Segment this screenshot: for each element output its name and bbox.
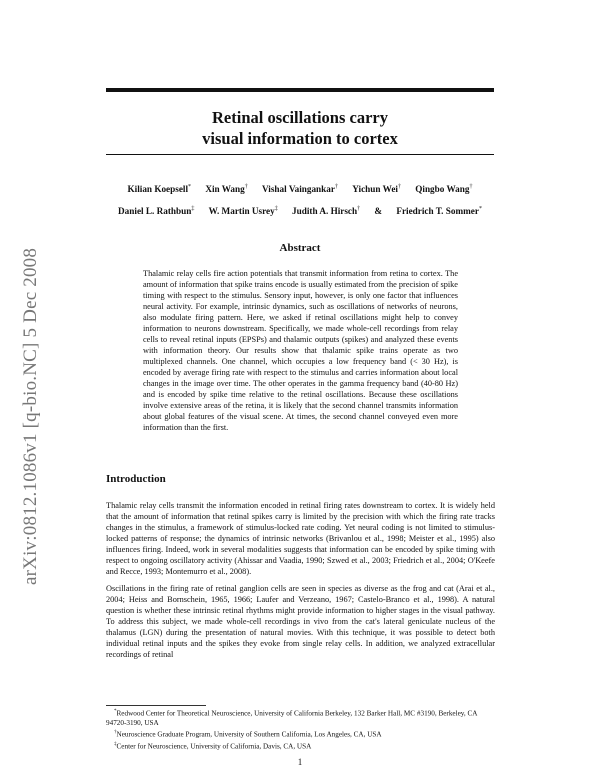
author: Friedrich T. Sommer* xyxy=(396,206,482,217)
paragraph: Oscillations in the firing rate of retinal ganglion cells are seen in species as diverse as the frog and cat (Arai et al., 2004; Heiss and Bornschein, 1965, 1966; Laufer and Verzeano, 1967; Castelo-Branco et al., 1998). A natural question is whether these intrinsic retinal rhythms might provide information to higher stages in the visual pathway. To address this subject, we made whole-cell recordings in vivo from the cat's lateral geniculate nucleus of the thalamus (LGN) during the presentation of natural movies. With this technique, it was possible to detect both individual retinal inputs and the spikes they evoke from single relay cells. In addition, we analyzed extracellular recordings of retinal xyxy=(106,584,495,659)
footnote: ‡Center for Neuroscience, University of California, Davis, CA, USA xyxy=(114,742,312,751)
title-line-2: visual information to cortex xyxy=(202,129,398,148)
title-top-rule xyxy=(106,88,494,92)
author-row-1 xyxy=(100,184,500,194)
footnote: †Neuroscience Graduate Program, University of Southern California, Los Angeles, CA, USA xyxy=(114,730,382,739)
author: W. Martin Usrey‡ xyxy=(208,206,278,217)
paper-title xyxy=(106,107,494,149)
introduction-heading: Introduction xyxy=(106,473,166,485)
author: Kilian Koepsell* xyxy=(127,184,192,195)
paragraph: Thalamic relay cells transmit the information encoded in retinal firing rates downstream to cortex. It is widely held that the amount of information that retinal spikes carry is limited by the precision with which the firing rate tracks changes in the stimulus, a framework of stimulus-locked rate coding. Yet neural coding is not limited to stimulus-locked patterns of response; the dynamics of intrinsic networks (Brivanlou et al., 1998; Meister et al., 1995) also influences firing. Indeed, work in several modalities suggests that information can be encoded by spike timing with respect to ongoing oscillatory activity (Ahissar and Vaadia, 1990; Szwed et al., 2003; Friedrich et al., 2004; O'Keefe and Recce, 1993; Montemurro et al., 2008). xyxy=(106,501,495,576)
author: Vishal Vaingankar† xyxy=(262,184,338,195)
arxiv-identifier: arXiv:0812.1086v1 [q-bio.NC] 5 Dec 2008 xyxy=(20,247,41,585)
author: Xin Wang† xyxy=(205,184,248,195)
title-bottom-rule xyxy=(106,154,494,155)
footnote: *Redwood Center for Theoretical Neuroscience, University of California Berkeley, 132 Barker Hall, MC #3190, Berkeley, CA 94720-3190, USA xyxy=(106,709,478,727)
footnote-rule xyxy=(106,705,206,706)
footnotes xyxy=(106,707,495,752)
author-ampersand: & xyxy=(374,206,383,217)
abstract-body: Thalamic relay cells fire action potentials that transmit information from retina to cortex. The amount of information that spike trains encode is usually estimated from the precision of spike timing with respect to the stimulus. Sensory input, however, is only one factor that influences neural activity. For example, intrinsic dynamics, such as oscillations of networks of neurons, also modulate firing pattern. Here, we asked if retinal oscillations might help to convey information to neurons downstream. Specifically, we made whole-cell recordings from relay cells to reveal retinal inputs (EPSPs) and thalamic outputs (spikes) and analyzed these events with information theory. Our results show that thalamic spike trains operate as two multiplexed channels. One channel, which occupies a low frequency band (< 30 Hz), is encoded by average firing rate with respect to the stimulus and carries information about local changes in the image over time. The other operates in the gamma frequency band (40-80 Hz) and is encoded by spike time relative to the retinal oscillations. Because these oscillations involve extensive areas of the retina, it is likely that the second channel transmits information about global features of the visual scene. At times, the second channel conveyed even more information than the first. xyxy=(143,269,458,432)
author: Daniel L. Rathbun‡ xyxy=(118,206,195,217)
author-row-2 xyxy=(100,206,500,216)
author: Yichun Wei† xyxy=(352,184,401,195)
page-number: 1 xyxy=(297,757,303,767)
title-line-1: Retinal oscillations carry xyxy=(212,108,388,127)
author: Qingbo Wang† xyxy=(415,184,473,195)
author: Judith A. Hirsch† xyxy=(292,206,361,217)
introduction-body xyxy=(106,500,495,666)
abstract-heading: Abstract xyxy=(279,242,321,254)
